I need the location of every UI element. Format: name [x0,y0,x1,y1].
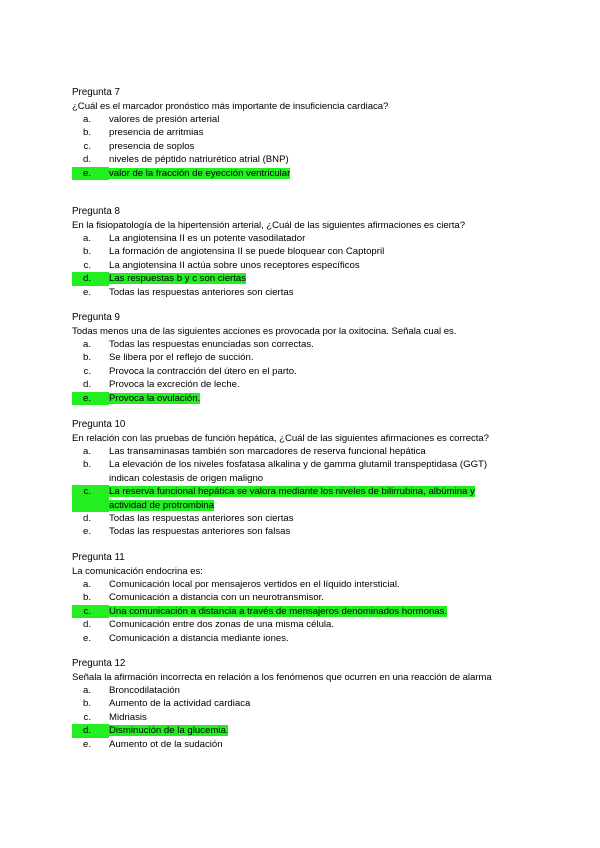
option-text-content: Se libera por el reflejo de succión. [109,352,254,364]
option-text [109,485,509,512]
option-letter: e. [82,526,91,538]
option-text-content: Comunicación entre dos zonas de una misma célula. [109,619,335,631]
option-letter: e. [72,167,109,180]
answer-option [72,378,532,391]
question-title: Pregunta 9 [72,312,120,323]
answer-option [72,338,532,351]
answer-option [72,113,532,126]
question-block [72,657,532,751]
option-text [109,365,297,378]
answer-option [72,445,532,458]
option-text-content: La angiotensina II actúa sobre unos receptores específicos [109,259,360,271]
option-text [109,259,360,272]
option-text [109,724,228,737]
answer-option [72,711,532,724]
option-text-content: Midriasis [109,711,147,723]
option-letter: d. [82,619,91,631]
answer-option [72,126,532,139]
option-text [109,711,147,724]
option-letter: e. [82,286,91,298]
option-letter: a. [82,233,91,244]
option-text-content: Aumento de la actividad cardiaca [109,698,251,710]
option-text-content: Comunicación a distancia mediante iones. [109,632,289,644]
question-block [72,86,532,180]
option-text-content: Broncodilatación [109,685,180,696]
question-text: Todas menos una de las siguientes acciones es provocada por la oxitocina. Señala cual es. [72,326,457,337]
option-text [109,126,203,139]
option-letter: a. [82,685,91,696]
question-title: Pregunta 7 [72,87,120,98]
option-letter: b. [82,127,91,139]
answer-option [72,632,532,645]
option-text [109,578,400,591]
option-text [109,167,290,180]
option-text [109,605,447,618]
option-text-content: valor de la fracción de eyección ventricular [109,167,291,179]
question-title: Pregunta 12 [72,658,126,669]
answer-option [72,738,532,751]
option-letter: b. [82,698,91,710]
answer-option-correct [72,485,532,512]
answer-option [72,525,532,538]
option-text-content: Todas las respuestas enunciadas son correctas. [109,339,314,350]
option-text [109,591,324,604]
option-text [109,445,426,458]
option-letter: a. [82,114,91,125]
answer-options [72,445,532,539]
answer-option [72,365,532,378]
question-text: En relación con las pruebas de función hepática, ¿Cuál de las siguientes afirmaciones es correcta? [72,433,489,444]
answer-option [72,245,532,258]
answer-option [72,697,532,710]
option-text-content: La angiotensina II es un potente vasodilatador [109,233,306,244]
option-letter: d. [72,724,109,737]
question-block [72,311,532,405]
option-letter: c. [83,259,91,271]
option-letter: c. [83,365,91,377]
option-letter: d. [82,513,91,525]
option-text [109,272,246,285]
question-text: En la fisiopatología de la hipertensión arterial, ¿Cuál de las siguientes afirmaciones es cierta? [72,220,465,231]
option-text [109,392,200,405]
option-text [109,632,289,645]
option-text-content: Provoca la contracción del útero en el parto. [109,365,297,377]
answer-option [72,578,532,591]
option-letter: b. [82,246,91,258]
question-title: Pregunta 10 [72,419,126,430]
option-letter: b. [82,459,91,471]
option-text-content: La formación de angiotensina II se puede bloquear con Captopril [109,246,385,258]
question-block [72,418,532,539]
question-title: Pregunta 8 [72,206,120,217]
answer-options [72,113,532,180]
option-text [109,618,334,631]
option-text [109,512,294,525]
question-text: ¿Cuál es el marcador pronóstico más importante de insuficiencia cardiaca? [72,101,389,112]
answer-option [72,684,532,697]
option-text [109,113,219,126]
option-letter: d. [72,272,109,285]
answer-option [72,591,532,604]
answer-option [72,140,532,153]
option-text-content: valores de presión arterial [109,114,220,125]
answer-option [72,512,532,525]
option-text [109,738,223,751]
option-text-content: Las respuestas b y c son ciertas [109,273,247,285]
question-block [72,551,532,645]
option-text-content: Una comunicación a distancia a través de mensajeros denominados hormonas. [109,605,448,617]
answer-options [72,338,532,405]
answer-option-correct [72,392,532,405]
option-text-content: Disminución de la glucemia. [109,725,229,737]
question-text: La comunicación endocrina es: [72,566,203,577]
option-letter: e. [72,392,109,405]
option-text [109,697,250,710]
answer-option [72,259,532,272]
option-text-content: Todas las respuestas anteriores son falsas [109,526,291,538]
option-letter: d. [82,154,91,166]
option-text-content: Comunicación a distancia con un neurotransmisor. [109,592,324,604]
option-text [109,245,384,258]
option-text-content: Todas las respuestas anteriores son ciertas [109,513,294,525]
option-letter: b. [82,592,91,604]
option-text [109,458,509,485]
answer-option [72,232,532,245]
option-letter: e. [82,632,91,644]
option-text-content: niveles de péptido natriurético atrial (BNP) [109,154,289,166]
option-text [109,378,240,391]
option-text [109,232,305,245]
answer-option-correct [72,272,532,285]
answer-option-correct [72,724,532,737]
option-text [109,351,254,364]
question-text: Señala la afirmación incorrecta en relación a los fenómenos que ocurren en una reacción de alarma [72,672,492,683]
option-letter: a. [82,579,91,590]
option-text-content: Aumento ot de la sudación [109,738,223,750]
option-text-content: La elevación de los niveles fosfatasa alkalina y de gamma glutamil transpeptidasa (GGT) indican colestasis de origen maligno [109,459,488,484]
option-letter: b. [82,352,91,364]
option-text-content: presencia de arritmias [109,127,204,139]
answer-option [72,286,532,299]
answer-option-correct [72,605,532,618]
option-text-content: Todas las respuestas anteriores son ciertas [109,286,294,298]
option-letter: c. [72,485,109,512]
option-letter: a. [82,446,91,457]
option-text-content: Las transaminasas también son marcadores de reserva funcional hepática [109,446,426,457]
option-text-content: La reserva funcional hepática se valora mediante los niveles de bilirrubina, albúmina y actividad de protrombina [109,486,475,511]
answer-option-correct [72,167,532,180]
option-text-content: presencia de soplos [109,140,195,152]
answer-option [72,618,532,631]
question-title: Pregunta 11 [72,552,125,563]
option-text [109,140,194,153]
option-letter: c. [83,140,91,152]
answer-options [72,578,532,645]
option-letter: c. [83,711,91,723]
question-block [72,205,532,299]
option-text-content: Comunicación local por mensajeros vertidos en el líquido intersticial. [109,579,400,590]
answer-options [72,684,532,751]
option-text-content: Provoca la excreción de leche. [109,379,240,391]
option-letter: a. [82,339,91,350]
option-letter: e. [82,738,91,750]
option-text [109,684,180,697]
option-letter: d. [82,379,91,391]
option-text-content: Provoca la ovulación. [109,392,201,404]
option-text [109,338,314,351]
answer-options [72,232,532,299]
option-text [109,525,290,538]
answer-option [72,153,532,166]
option-text [109,153,289,166]
answer-option [72,351,532,364]
option-text [109,286,294,299]
option-letter: c. [72,605,109,618]
answer-option [72,458,532,485]
